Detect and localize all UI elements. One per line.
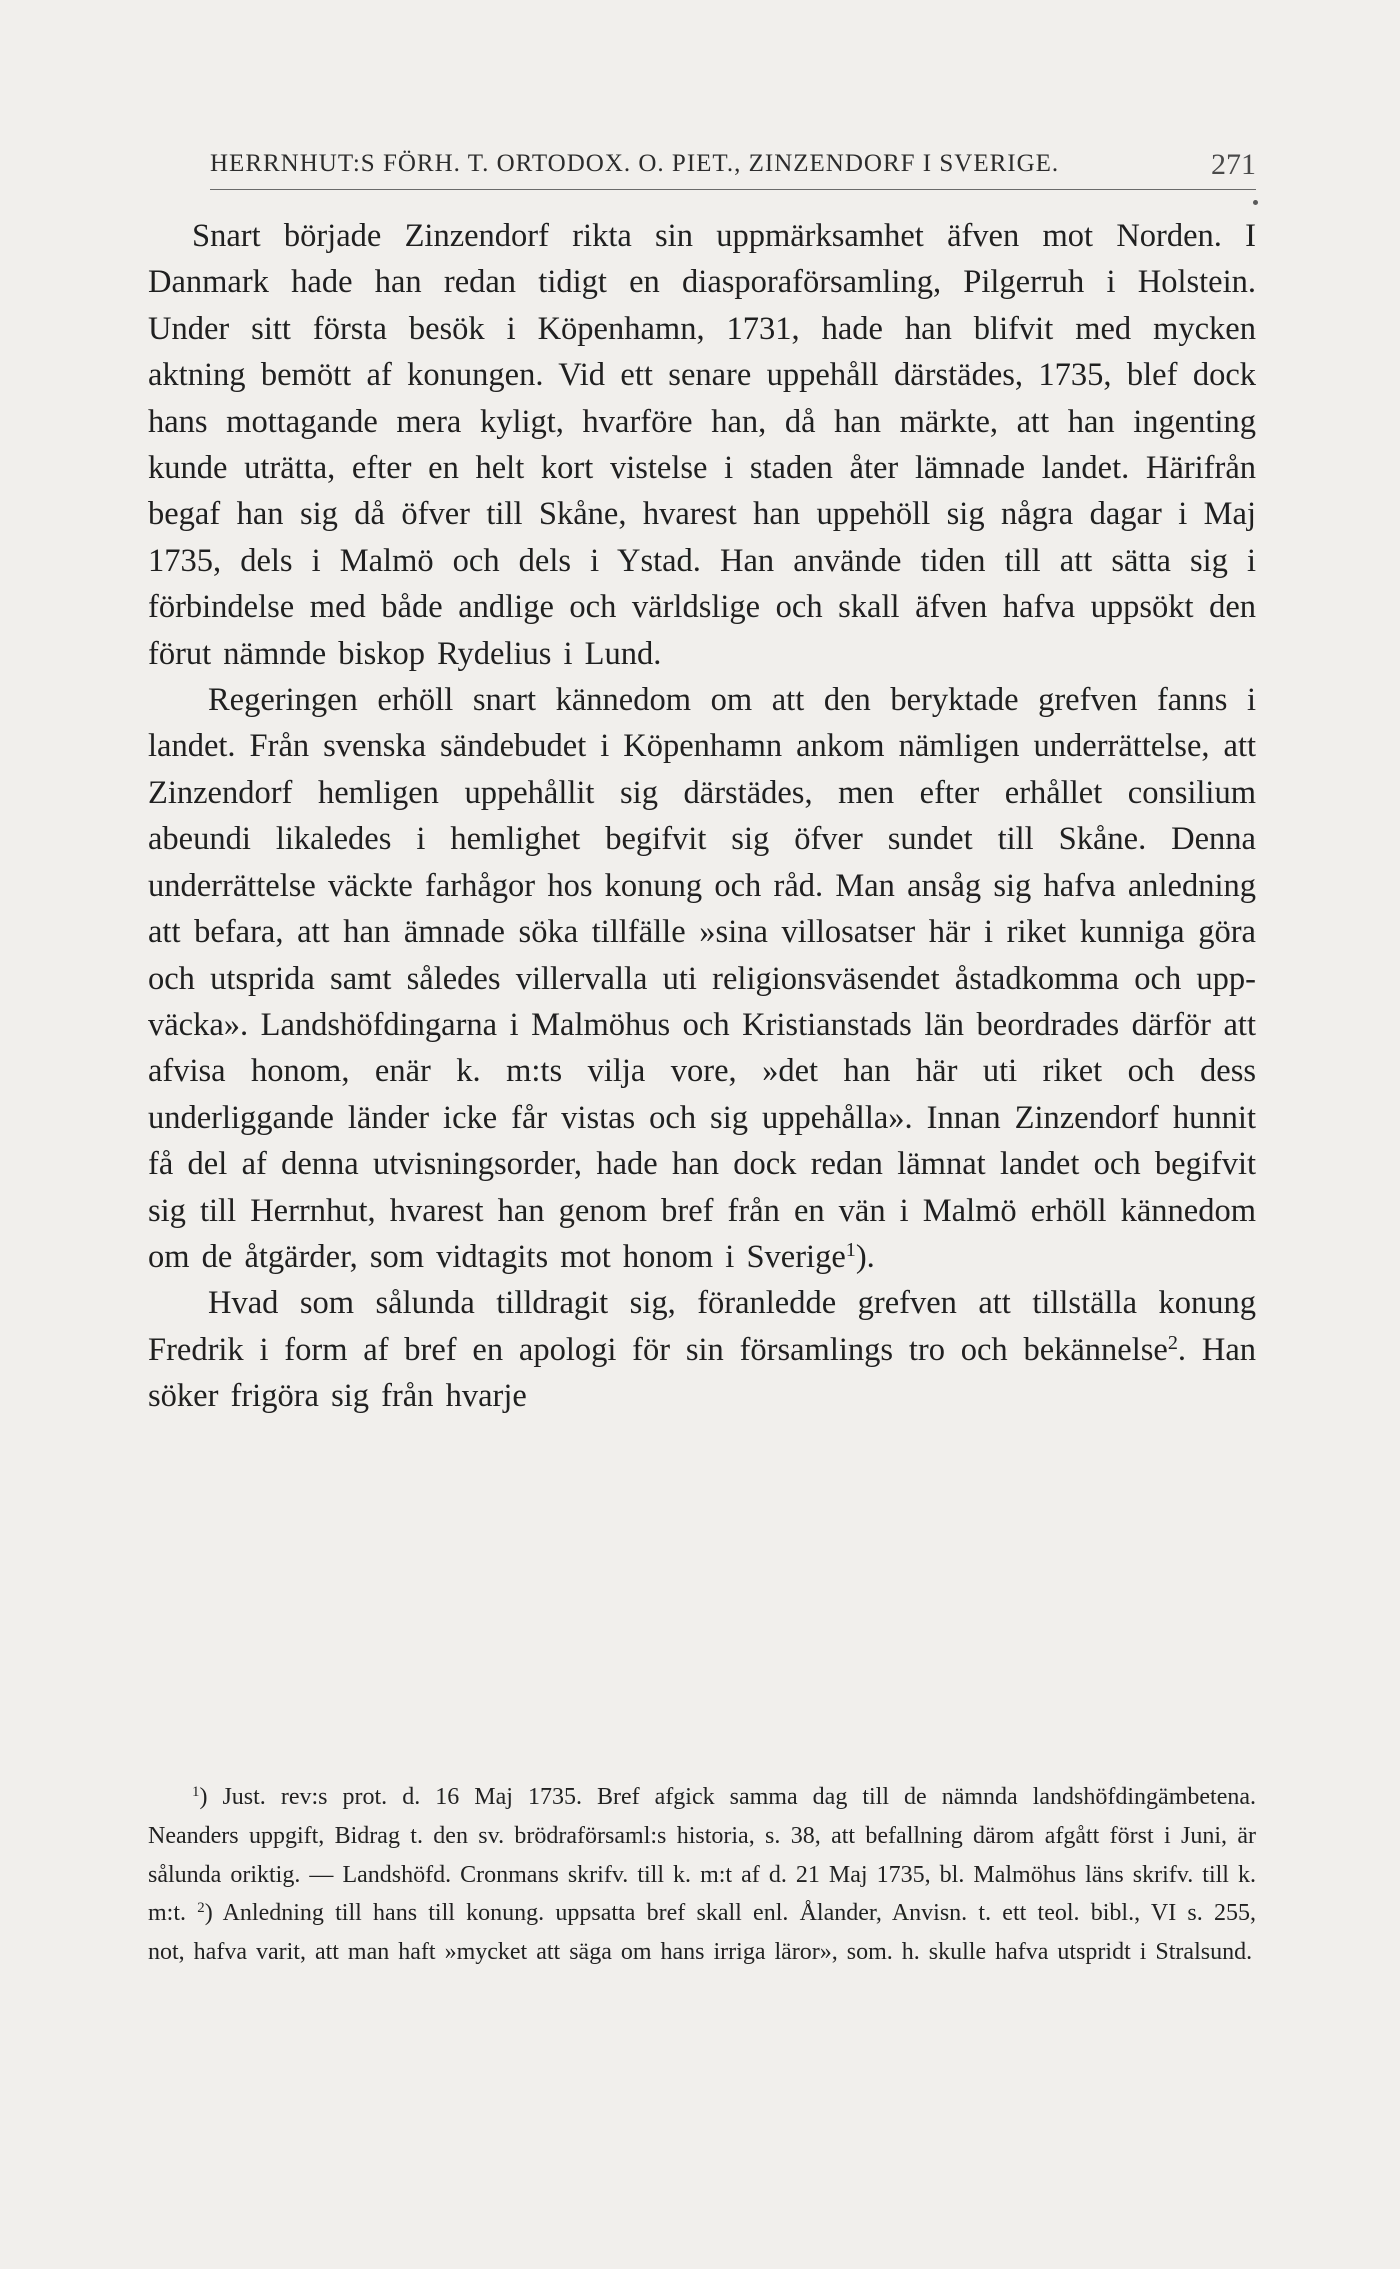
- running-head-title: HERRNHUT:S FÖRH. T. ORTODOX. O. PIET., ZINZENDORF I SVERIGE.: [210, 150, 1060, 177]
- paragraph-apologi-text: Hvad som sålunda tilldragit sig, föranledde grefven att tillställa konung Fredrik i form af bref en apologi för sin församlings tro och bekännelse: [148, 1285, 1256, 1368]
- paragraph-regeringen: [148, 677, 1256, 1280]
- paragraph-zinzendorf-norden: Snart började Zinzendorf rikta sin uppmärksamhet äfven mot Norden. I Danmark hade han redan tidigt en diasporaförsamling, Pilgerruh i Holstein. Under sitt första besök i Köpenhamn, 1731, hade han blifvit med mycken aktning bemött af konungen. Vid ett senare uppehåll därstädes, 1735, blef dock hans mottagande mera kyligt, hvarföre han, då han märkte, att han ingenting kunde uträtta, efter en helt kort vistelse i staden åter lämnade landet. Härifrån begaf han sig då öfver till Skåne, hvarest han uppehöll sig några dagar i Maj 1735, dels i Malmö och dels i Ystad. Han använde tiden till att sätta sig i förbindelse med både andlige och världslige och skall äfven hafva uppsökt den förut nämnde biskop Rydelius i Lund.: [148, 218, 1256, 672]
- margin-speck: [1253, 200, 1258, 205]
- footnote-2: [148, 1900, 1256, 1965]
- footnote-2-mark: 2: [197, 1900, 205, 1917]
- header-rule: [210, 189, 1256, 190]
- footnotes: [148, 1778, 1256, 1972]
- paragraph-apologi-tail: . Han söker frigöra sig från hvarje: [148, 1331, 1256, 1415]
- body-text: [148, 213, 1256, 1420]
- footnote-ref-1-close: ).: [855, 1238, 875, 1275]
- footnote-1-mark: 1: [192, 1783, 200, 1800]
- footnote-ref-1: 1: [845, 1238, 856, 1261]
- running-head: [210, 150, 1256, 186]
- footnote-ref-2: 2: [1167, 1331, 1178, 1354]
- footnote-2-text: ) Anledning till hans till konung. uppsatta bref skall enl. Ålander, Anvisn. t. ett teol. bibl., VI s. 255, not, hafva varit, att man haft »mycket att säga om hans irriga läror», som. h. skulle hafva utspridt i Stralsund.: [148, 1900, 1256, 1966]
- footnote-1-text: ) Just. rev:s prot. d. 16 Maj 1735. Bref afgick samma dag till de nämnda landshöfdingämbetena. Neanders uppgift, Bidrag t. den sv. brödraförsaml:s historia, s. 38, att befallning därom afgått först i Juni, är sålunda oriktig. — Landshöfd. Cronmans skrifv. till k. m:t af d. 21 Maj 1735, bl. Malmöhus läns skrifv. till k. m:t.: [148, 1784, 1256, 1927]
- page-number: 271: [1211, 148, 1256, 181]
- paragraph-apologi: [148, 1280, 1256, 1419]
- paragraph-regeringen-text: Regeringen erhöll snart kännedom om att den beryktade grefven fanns i landet. Från svenska sändebudet i Köpenhamn ankom nämligen underrättelse, att Zinzendorf hemligen uppehållit sig därstädes, men efter erhållet consilium abeundi likaledes i hemlighet begifvit sig öfver sundet till Skåne. Denna underrättelse väckte farhågor hos konung och råd. Man ansåg sig hafva anledning att befara, att han ämnade söka tillfälle »sina villosatser här i riket kunniga göra och utsprida samt således villervalla uti religionsväsendet åstadkomma och uppväcka». Landshöfdingarna i Malmöhus och Kristianstads län beordrades därför att afvisa honom, enär k. m:ts vilja vore, »det han här uti riket och dess underliggande länder icke får vistas och sig uppehålla». Innan Zinzendorf hunnit få del af denna utvisningsorder, hade han dock redan lämnat landet och begifvit sig till Herrnhut, hvarest han genom bref från en vän i Malmö erhöll kännedom om de åtgärder, som vidtagits mot honom i Sverige: [148, 682, 1256, 1275]
